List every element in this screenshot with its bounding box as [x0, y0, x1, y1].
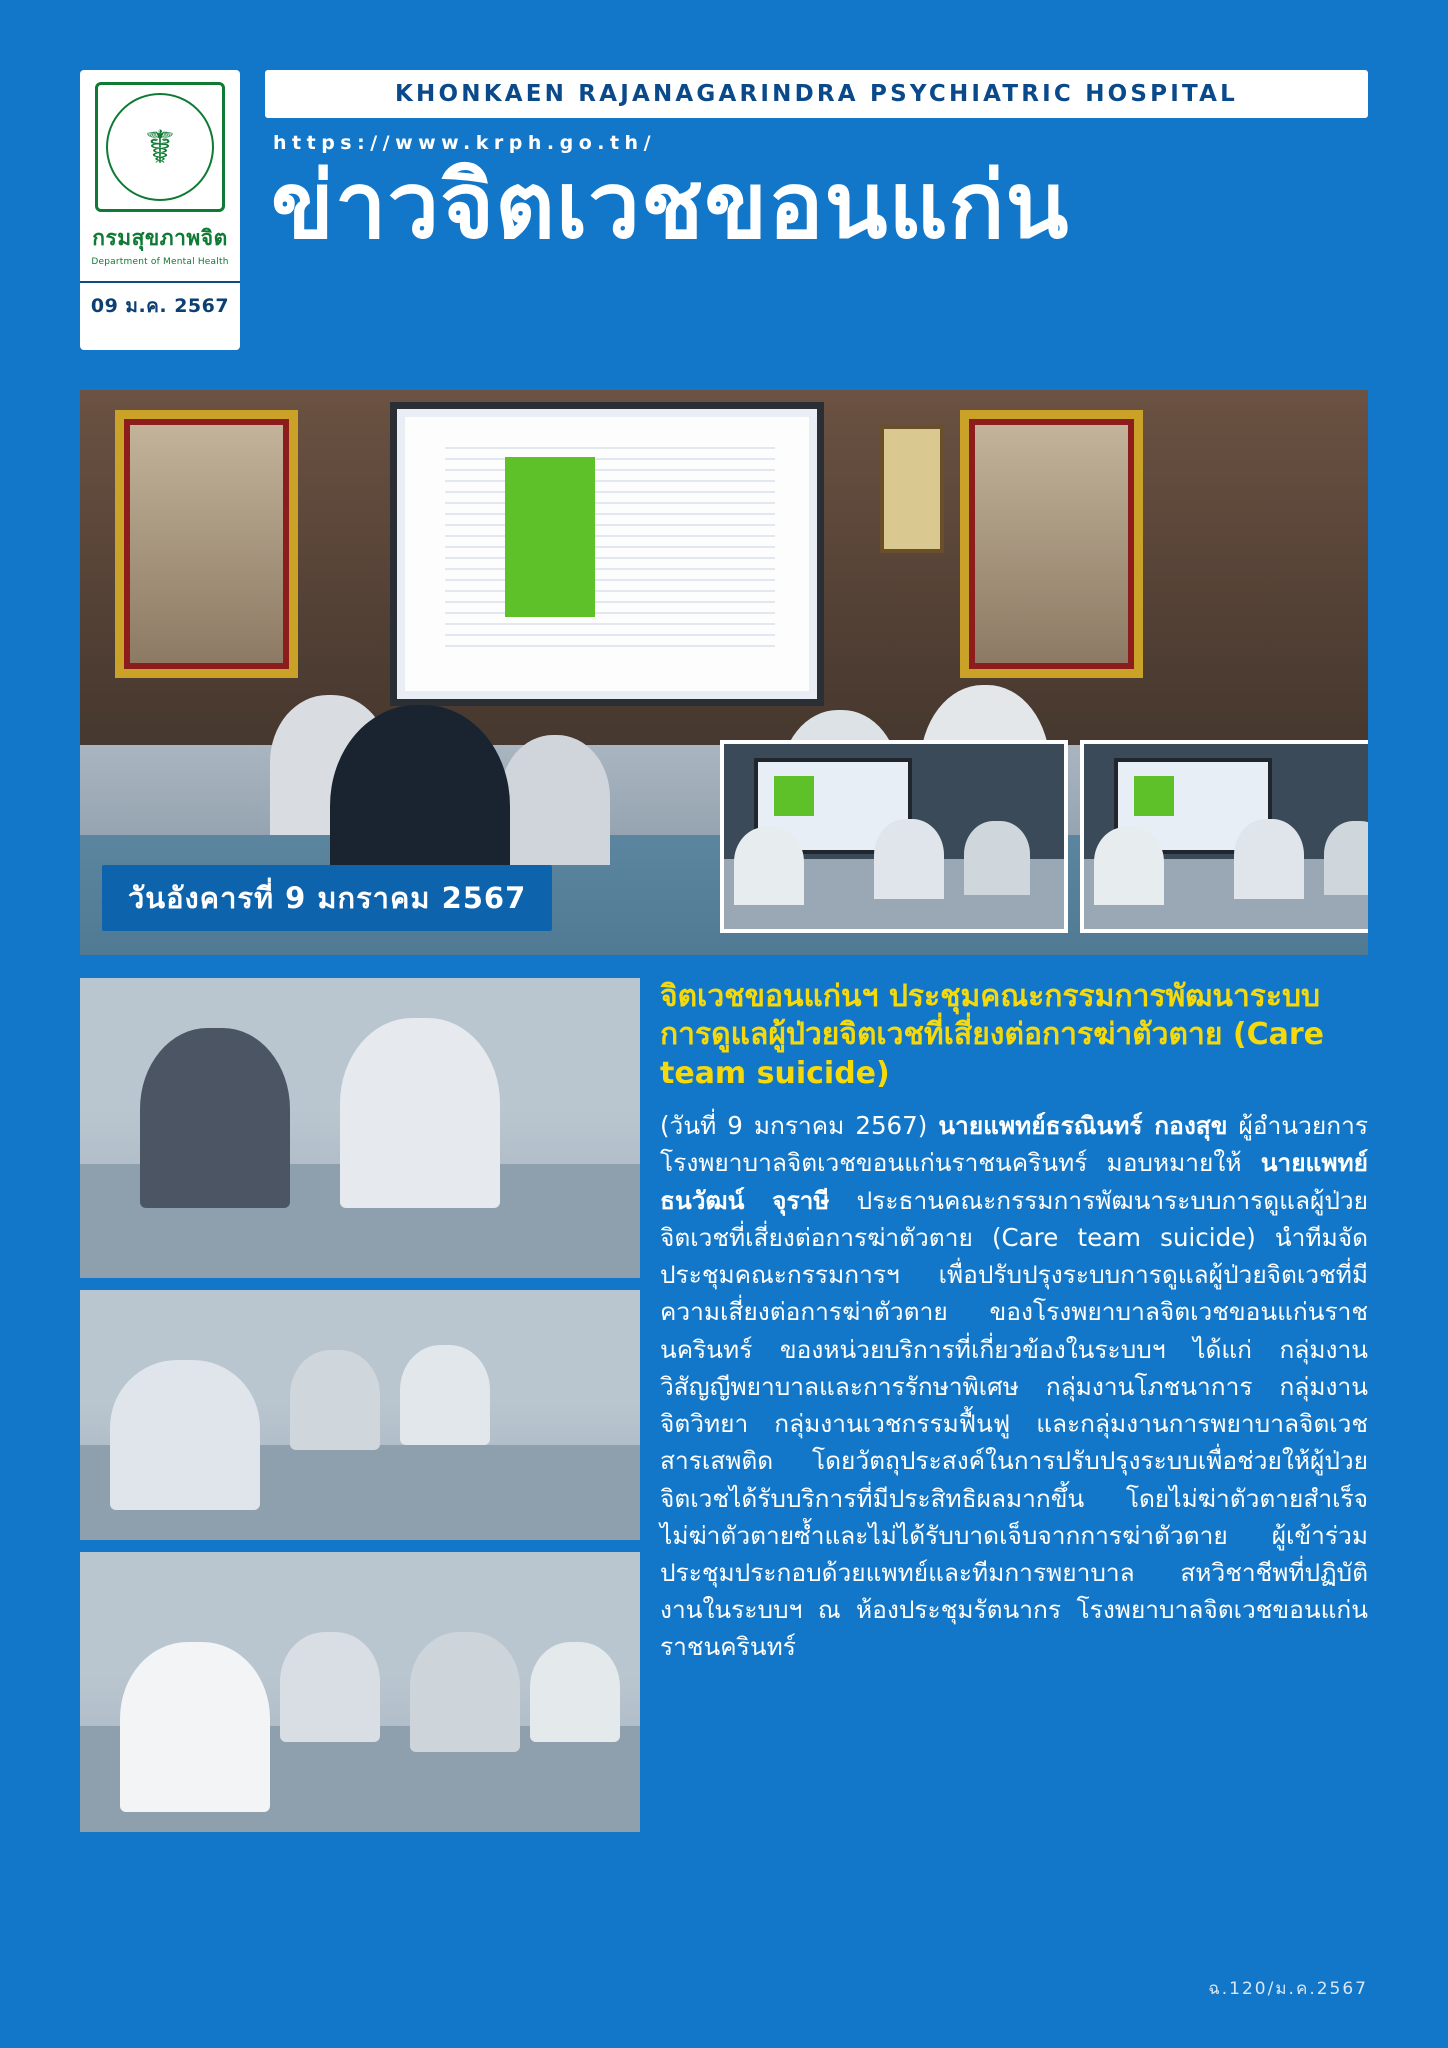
photo-meeting-closeup [80, 978, 640, 1278]
article-segment-1: ผู้อำนวยการโรงพยาบาลจิตเวชขอนแก่นราชนครินทร์ มอบหมายให้ [660, 1111, 1368, 1178]
hospital-name: KHONKAEN RAJANAGARINDRA PSYCHIATRIC HOSPITAL [395, 81, 1238, 107]
hospital-name-bar [265, 70, 1368, 118]
hero-thumbnail-2 [1080, 740, 1368, 933]
header-right [265, 70, 1368, 259]
article-name-chair: นายแพทย์ธนวัฒน์ จุราษี [660, 1148, 1368, 1215]
department-name-english: Department of Mental Health [91, 257, 229, 267]
hero-date-badge: วันอังคารที่ 9 มกราคม 2567 [102, 865, 552, 931]
photo-participants [80, 1552, 640, 1832]
presentation-screen [390, 402, 824, 706]
page-header [80, 60, 1368, 350]
royal-portrait-left [115, 410, 298, 678]
wall-calendar [880, 425, 944, 553]
article-lead: (วันที่ 9 มกราคม 2567) [660, 1111, 939, 1141]
website-url[interactable]: https://www.krph.go.th/ [273, 132, 657, 154]
article [660, 978, 1368, 1666]
article-body [660, 1107, 1368, 1666]
hero-photo [80, 390, 1368, 955]
hero-thumbnail-1 [720, 740, 1068, 933]
ministry-emblem-icon [95, 82, 225, 212]
photo-conference-room [80, 1290, 640, 1540]
article-headline: จิตเวชขอนแก่นฯ ประชุมคณะกรรมการพัฒนาระบบการดูแลผู้ป่วยจิตเวชที่เสี่ยงต่อการฆ่าตัวตาย (Care team suicide) [660, 979, 1324, 1091]
issue-date-badge: 09 ม.ค. 2567 [80, 281, 240, 321]
masthead-title: ข่าวจิตเวชขอนแก่น [271, 152, 1070, 259]
article-name-director: นายแพทย์ธรณินทร์ กองสุข [938, 1111, 1228, 1141]
royal-portrait-right [960, 410, 1143, 678]
caduceus-icon: ☤ [144, 120, 176, 174]
ministry-logo-box [80, 70, 240, 350]
article-segment-2: ประธานคณะกรรมการพัฒนาระบบการดูแลผู้ป่วยจิตเวชที่เสี่ยงต่อการฆ่าตัวตาย (Care team suicide) นำทีมจัดประชุมคณะกรรมการฯ เพื่อปรับปรุงระบบการดูแลผู้ป่วยจิตเวชที่มีความเสี่ยงต่อการฆ่าตัวตาย ของโรงพยาบาลจิตเวชขอนแก่นราชนครินทร์ ของหน่วยบริการที่เกี่ยวข้องในระบบฯ ได้แก่ กลุ่มงานวิสัญญีพยาบาลและการรักษาพิเศษ กลุ่มงานโภชนาการ กลุ่มงานจิตวิทยา กลุ่มงานเวชกรรมฟื้นฟู และกลุ่มงานการพยาบาลจิตเวชสารเสพติด โดยวัตถุประสงค์ในการปรับปรุงระบบเพื่อช่วยให้ผู้ป่วยจิตเวชได้รับบริการที่มีประสิทธิผลมากขึ้น โดยไม่ฆ่าตัวตายสำเร็จ ไม่ฆ่าตัวตายซ้ำและไม่ได้รับบาดเจ็บจากการฆ่าตัวตาย ผู้เข้าร่วมประชุมประกอบด้วยแพทย์และทีมการพยาบาล สหวิชาชีพที่ปฏิบัติงานในระบบฯ ณ ห้องประชุมรัตนากร โรงพยาบาลจิตเวชขอนแก่นราชนครินทร์ [660, 1185, 1368, 1662]
issue-code: ฉ.120/ม.ค.2567 [1208, 1979, 1368, 1999]
attendee [500, 735, 610, 865]
department-name-thai: กรมสุขภาพจิต [92, 226, 228, 250]
